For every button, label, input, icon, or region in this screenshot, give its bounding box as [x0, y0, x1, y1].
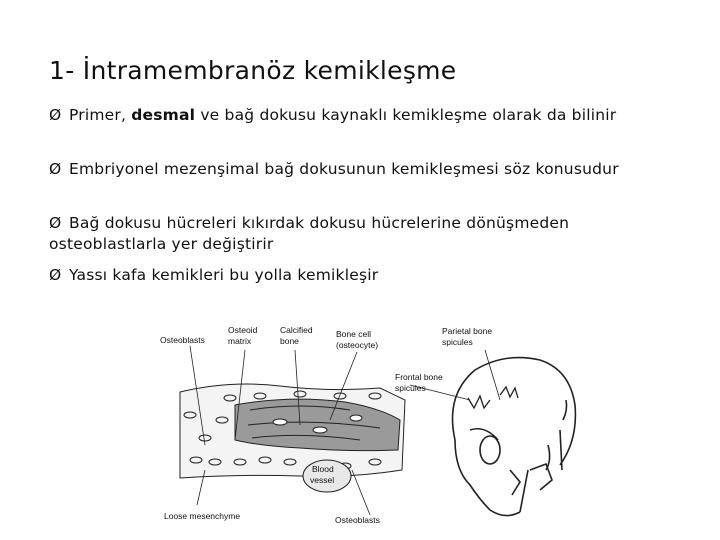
bullet-text: Bağ dokusu hücreleri kıkırdak dokusu hücrelerine dönüşmeden osteoblastlarla yer değiştirir	[49, 214, 570, 253]
skull-illustration	[453, 358, 576, 516]
label-parietal-1: Parietal bone	[442, 326, 493, 336]
label-calcified-1: Calcified	[280, 325, 313, 335]
bullet-text: Yassı kafa kemikleri bu yolla kemikleşir	[69, 266, 379, 284]
slide-title: 1- İntramembranöz kemikleşme	[49, 56, 457, 85]
label-bonecell-2: (osteocyte)	[336, 340, 379, 350]
label-osteoid-2: matrix	[228, 336, 252, 346]
bullet-text-pre: Primer,	[69, 106, 132, 124]
tissue-illustration	[180, 384, 405, 492]
arrow-bullet-icon: Ø	[49, 106, 62, 124]
arrow-bullet-icon: Ø	[49, 266, 62, 284]
arrow-bullet-icon: Ø	[49, 214, 62, 232]
label-loose-mesenchyme: Loose mesenchyme	[164, 511, 241, 521]
label-osteoblasts-top: Osteoblasts	[160, 335, 205, 345]
label-frontal-2: spicules	[395, 383, 426, 393]
label-frontal-1: Frontal bone	[395, 372, 443, 382]
label-bonecell-1: Bone cell	[336, 329, 371, 339]
label-osteoblasts-bottom: Osteoblasts	[335, 515, 380, 525]
label-blood-2: vessel	[310, 475, 335, 485]
label-blood-1: Blood	[312, 464, 334, 474]
arrow-bullet-icon: Ø	[49, 160, 62, 178]
bullet-text: Embriyonel mezenşimal bağ dokusunun kemikleşmesi söz konusudur	[69, 160, 619, 178]
label-calcified-2: bone	[280, 336, 299, 346]
label-parietal-2: spicules	[442, 337, 473, 347]
bullet-text-bold: desmal	[131, 106, 196, 124]
label-osteoid-1: Osteoid	[228, 325, 258, 335]
bullet-text-post: ve bağ dokusu kaynaklı kemikleşme olarak da bilinir	[195, 106, 617, 124]
